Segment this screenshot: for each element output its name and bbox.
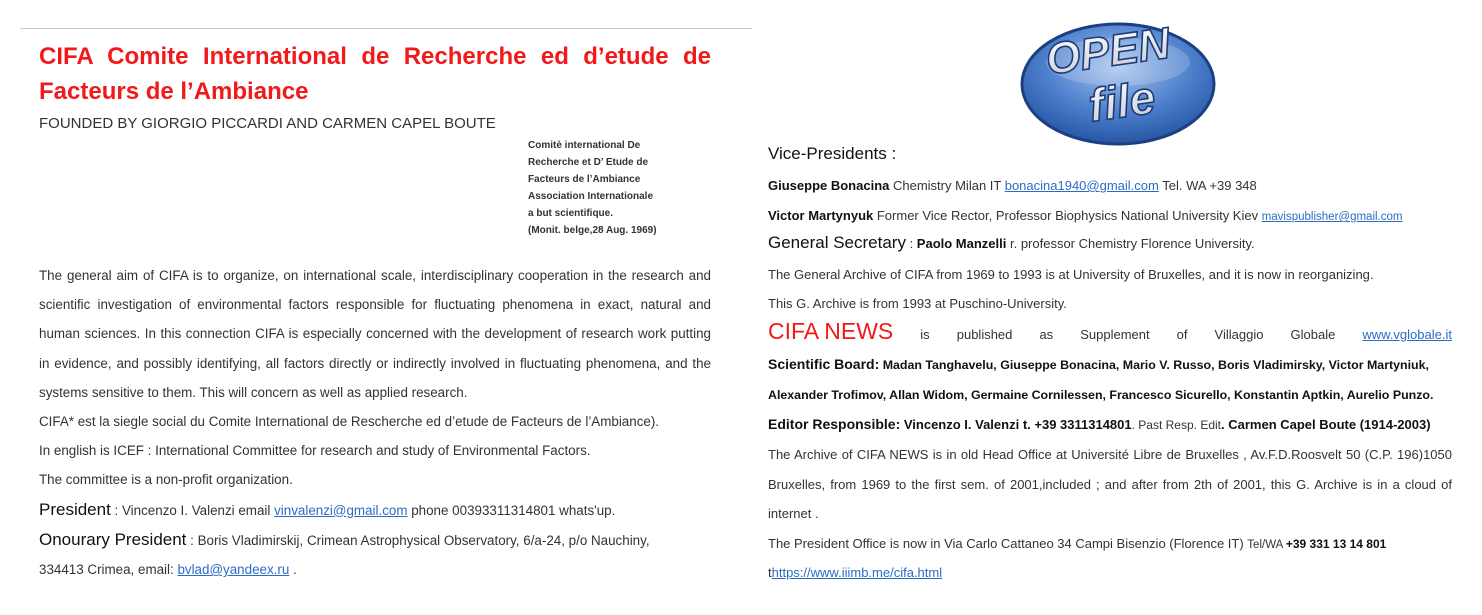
- scientific-board-label: Scientific Board:: [768, 356, 880, 372]
- honorary-end: .: [289, 562, 297, 578]
- office-text: The President Office is now in Via Carlo Cattaneo 34 Campi Bisenzio (Florence IT): [768, 536, 1248, 551]
- honorary-email-link[interactable]: bvlad@yandeex.ru: [177, 562, 290, 578]
- president-label: President: [39, 499, 111, 519]
- news-word: as: [1039, 327, 1054, 342]
- archive-line-2: This G. Archive is from 1993 at Puschino-University.: [768, 296, 1067, 311]
- general-secretary-text: r. professor Chemistry Florence University.: [1006, 236, 1255, 251]
- president-email-link[interactable]: vinvalenzi@gmail.com: [274, 502, 408, 518]
- vp1-email-link[interactable]: bonacina1940@gmail.com: [1004, 178, 1159, 193]
- editor-line: [768, 416, 1431, 432]
- president-phone: phone 00393311314801 whats'up.: [407, 502, 616, 518]
- news-word: of: [1176, 327, 1188, 342]
- site-prefix: t: [768, 565, 772, 580]
- honorary-address: 334413 Crimea, email:: [39, 562, 178, 578]
- honorary-address-line: [39, 555, 711, 584]
- archive-news-paragraph: The Archive of CIFA NEWS is in old Head Office at Université Libre de Bruxelles , Av.F.D.Roosvelt 50 (C.P. 196)1050 Bruxelles, from 1969 to the first sem. of 2001,included ; and after from 2th of 2001, this G. Archive is in a cloud of internet .: [768, 447, 1452, 521]
- vp1-tel: Tel. WA +39 348: [1158, 178, 1257, 193]
- general-secretary-line: [768, 233, 1255, 253]
- stamp-line: (Monit. belge,28 Aug. 1969): [528, 225, 657, 236]
- vice-president-2-line: [768, 208, 1402, 223]
- site-line: [768, 565, 942, 580]
- general-secretary-colon: :: [905, 236, 917, 251]
- stamp-line: Association Internationale: [528, 191, 654, 202]
- badge-line-1: OPEN: [1042, 18, 1174, 85]
- scientific-board: [768, 350, 1458, 410]
- news-word: Globale: [1290, 327, 1336, 342]
- president-office-line: [768, 536, 1386, 551]
- right-document-panel: [755, 0, 1482, 615]
- stamp-line: Comitè international De: [528, 140, 641, 151]
- president-line: [39, 495, 711, 525]
- vice-president-1-line: [768, 178, 1257, 193]
- general-secretary-label: General Secretary: [768, 233, 906, 252]
- office-phone: +39 331 13 14 801: [1285, 537, 1387, 551]
- news-word: Villaggio: [1214, 327, 1264, 342]
- vice-presidents-heading: Vice-Presidents :: [768, 144, 897, 163]
- cifa-news-line: [768, 318, 1452, 345]
- honorary-president-line: [39, 525, 711, 555]
- news-word: is: [920, 327, 930, 342]
- president-text: : Vincenzo I. Valenzi email: [110, 502, 275, 518]
- vp1-text: Chemistry Milan IT: [889, 178, 1005, 193]
- cifa-site-link[interactable]: https://www.iiimb.me/cifa.html: [771, 565, 943, 580]
- archive-line-1: The General Archive of CIFA from 1969 to 1993 is at University of Bruxelles, and it is now in reorganizing.: [768, 267, 1374, 282]
- scientific-board-names: Madan Tanghavelu, Giuseppe Bonacina, Mario V. Russo, Boris Vladimirsky, Victor Martyniuk, Alexander Trofimov, Allan Widom, Germaine Cornilessen, Francesco Sicurello, Konstantin Aptkin, Aurelio Punzo.: [768, 358, 1434, 402]
- left-document-panel: [20, 28, 752, 609]
- editor-past-name: . Carmen Capel Boute (1914-2003): [1221, 417, 1431, 432]
- editor-past: . Past Resp. Edit: [1131, 418, 1221, 432]
- stamp-line: Facteurs de l’Ambiance: [528, 174, 641, 185]
- badge-line-2: file: [1085, 70, 1159, 132]
- siege-line: CIFA* est la siegle social du Comite International de Rescherche ed d’etude de Facteurs de l’Ambiance).: [39, 414, 660, 430]
- news-word: Supplement: [1080, 327, 1150, 342]
- aim-paragraph: The general aim of CIFA is to organize, on international scale, interdisciplinary cooperation in the research and scientific investigation of environmental factors responsible for fluctuating phenomena in exact, natural and human sciences. In this connection CIFA is especially concerned with the development of research work putting in evidence, and possibly identifying, all factors directly or indirectly involved in fluctuating phenomena, and the systems sensitive to them. This will concern as well as applied research.: [39, 268, 711, 400]
- open-file-badge[interactable]: [1018, 4, 1218, 152]
- honorary-president-text: : Boris Vladimirskij, Crimean Astrophysical Observatory, 6/a-24, p/o Nauchiny,: [186, 532, 650, 548]
- nonprofit-line: The committee is a non-profit organization.: [39, 472, 293, 488]
- left-body: [39, 261, 711, 584]
- cifa-title: CIFA Comite International de Recherche ed d’etude de Facteurs de l’Ambiance: [39, 43, 711, 105]
- founders-line: FOUNDED BY GIORGIO PICCARDI AND CARMEN CAPEL BOUTE: [39, 115, 496, 132]
- stamp-line: Recherche et D’ Etude de: [528, 157, 649, 168]
- general-secretary-name: Paolo Manzelli: [916, 236, 1007, 251]
- editor-label: Editor Responsible:: [768, 416, 901, 432]
- vp1-name: Giuseppe Bonacina: [768, 178, 890, 193]
- vglobale-link[interactable]: www.vglobale.it: [1362, 327, 1452, 342]
- vp2-text: Former Vice Rector, Professor Biophysics National University Kiev: [873, 208, 1262, 223]
- editor-name: Vincenzo I. Valenzi t. +39 3311314801: [900, 417, 1132, 432]
- vp2-email-link[interactable]: mavispublisher@gmail.com: [1261, 211, 1403, 223]
- news-word: published: [956, 327, 1013, 342]
- honorary-president-label: Onourary President: [39, 529, 187, 549]
- stamp-line: a but scientifique.: [528, 208, 614, 219]
- cifa-news-title: CIFA NEWS: [768, 318, 894, 344]
- office-tel-label: Tel/WA: [1247, 539, 1286, 551]
- vp2-name: Victor Martynyuk: [768, 208, 874, 223]
- english-line: In english is ICEF : International Committee for research and study of Environmental Factors.: [39, 443, 591, 459]
- association-stamp: [528, 137, 657, 239]
